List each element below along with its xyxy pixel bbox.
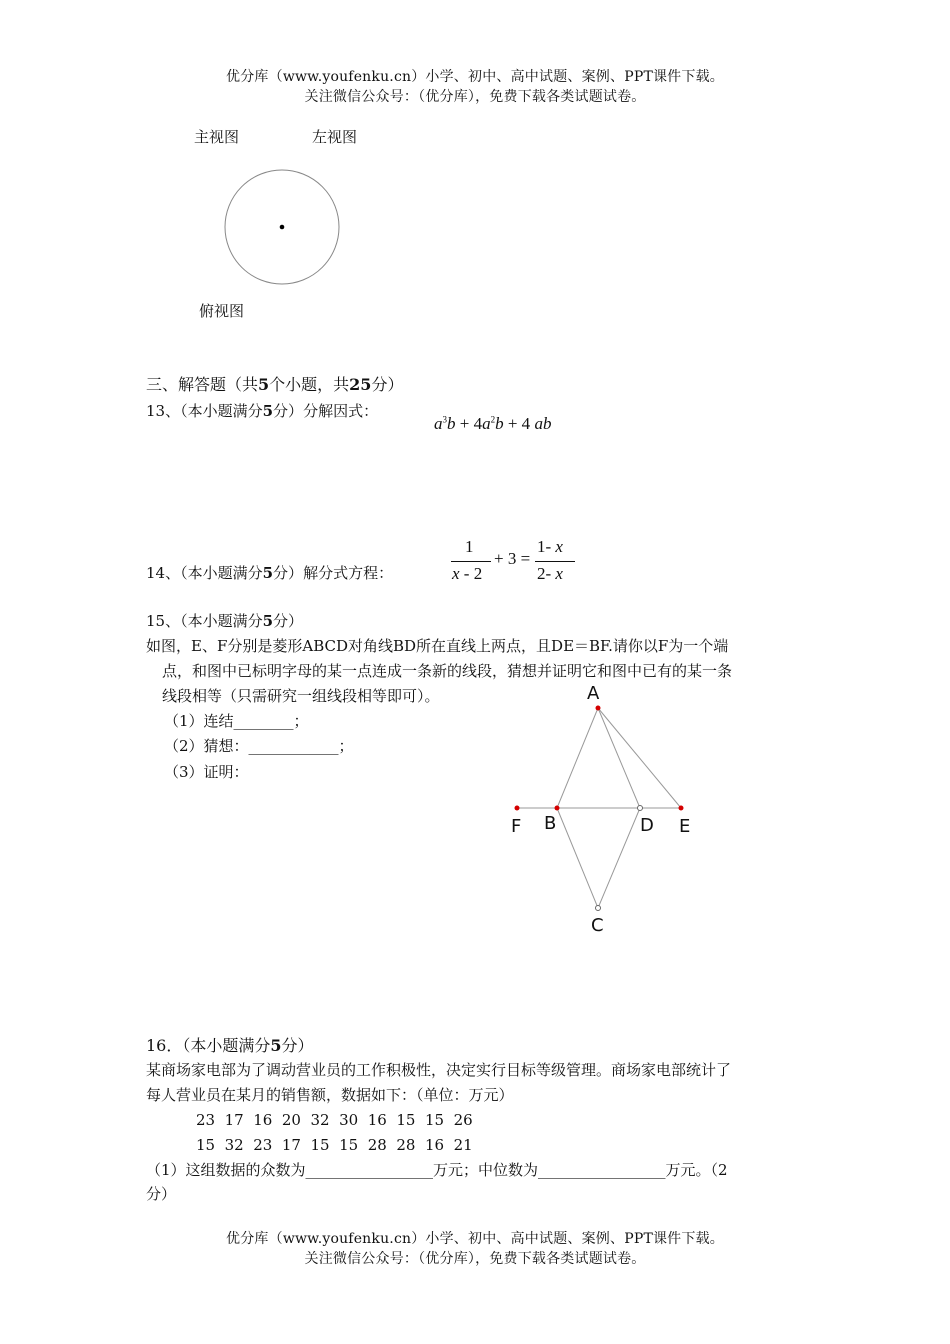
point-b bbox=[555, 806, 560, 811]
q16-score: 5 bbox=[270, 1036, 282, 1055]
label-f: F bbox=[511, 816, 522, 837]
q14-score: 5 bbox=[262, 564, 274, 582]
top-view-label: 俯视图 bbox=[199, 302, 245, 320]
section-title-a: 三、解答题（共 bbox=[146, 375, 259, 394]
q13-ab: ab bbox=[534, 414, 552, 433]
footer-line-2: 关注微信公众号：（优分库），免费下载各类试题试卷。 bbox=[304, 1251, 646, 1267]
q14-label-b: 分） bbox=[273, 564, 304, 582]
line-a-b bbox=[557, 708, 598, 808]
q13-exp1: 3 bbox=[442, 414, 447, 425]
line-d-c bbox=[598, 808, 640, 908]
q14-instruction: 解分式方程： bbox=[303, 564, 394, 582]
section-title-b: 个小题，共 bbox=[269, 375, 350, 394]
q13-b2: b bbox=[495, 414, 504, 433]
q13-exp2: 2 bbox=[490, 414, 496, 425]
section-points: 25 bbox=[349, 375, 372, 394]
q14-rhs-num-a: 1- bbox=[537, 537, 552, 556]
front-view-label: 主视图 bbox=[194, 128, 240, 146]
q15-text-line-1: 如图，E、F分别是菱形ABCD对角线BD所在直线上两点，且DE＝BF.请你以F为一个端 bbox=[146, 637, 729, 655]
q16-data-row-1: 23 17 16 20 32 30 16 15 15 26 bbox=[196, 1111, 473, 1129]
q13-number: 13、 bbox=[146, 402, 181, 420]
q14-lhs-den-x: x bbox=[452, 564, 460, 583]
q16-part-1: （1）这组数据的众数为_________________万元；中位数为_________________万元。（2 bbox=[146, 1161, 728, 1179]
q16-part-1-cont: 分） bbox=[146, 1185, 177, 1203]
q13-score: 5 bbox=[262, 402, 274, 420]
line-b-c bbox=[557, 808, 598, 908]
point-a bbox=[596, 706, 601, 711]
q15-part-1: （1）连结________； bbox=[164, 712, 309, 730]
q13-label-a: （本小题满分 bbox=[180, 402, 263, 420]
line-a-d bbox=[598, 708, 640, 808]
q13-instruction: 分解因式： bbox=[303, 402, 379, 420]
q14-middle: + 3 = bbox=[494, 549, 531, 568]
q14-number: 14、 bbox=[146, 564, 181, 582]
label-a: A bbox=[587, 683, 600, 704]
q16-label-a: （本小题满分 bbox=[182, 1036, 271, 1055]
footer-line-1: 优分库（www.youfenku.cn）小学、初中、高中试题、案例、PPT课件下载。 bbox=[226, 1231, 724, 1247]
q13-a2: a bbox=[482, 414, 491, 433]
q16-data-row-2: 15 32 23 17 15 15 28 28 16 21 bbox=[196, 1136, 473, 1154]
label-d: D bbox=[640, 815, 654, 836]
left-view-label: 左视图 bbox=[312, 128, 358, 146]
q14-label-a: （本小题满分 bbox=[180, 564, 263, 582]
label-b: B bbox=[544, 813, 557, 834]
section-title-c: 分） bbox=[371, 375, 404, 394]
q15-text-line-3: 线段相等（只需研究一组线段相等即可）。 bbox=[162, 687, 440, 705]
header-line-1: 优分库（www.youfenku.cn）小学、初中、高中试题、案例、PPT课件下载。 bbox=[226, 69, 724, 85]
point-d bbox=[638, 806, 643, 811]
q16-label-b: 分） bbox=[281, 1036, 314, 1055]
q13-label-b: 分） bbox=[273, 402, 304, 420]
q14-lhs-den-rest: - 2 bbox=[463, 564, 483, 583]
q14-lhs-numerator: 1 bbox=[465, 537, 474, 556]
q15-part-3: （3）证明： bbox=[164, 763, 249, 781]
q15-text-line-2: 点，和图中已标明字母的某一点连成一条新的线段，猜想并证明它和图中已有的某一条 bbox=[162, 662, 733, 680]
q15-score: 5 bbox=[262, 612, 274, 630]
q15-number: 15、 bbox=[146, 612, 181, 630]
q16-number: 16． bbox=[146, 1036, 183, 1055]
line-a-e bbox=[598, 708, 681, 808]
q13-a1: a bbox=[434, 414, 443, 433]
q14-rhs-den-x: x bbox=[555, 564, 563, 583]
q16-heading bbox=[146, 1034, 314, 1058]
q13-b1: b bbox=[447, 414, 456, 433]
q15-label-b: 分） bbox=[273, 612, 304, 630]
q16-text-line-1: 某商场家电部为了调动营业员的工作积极性，决定实行目标等级管理。商场家电部统计了 bbox=[146, 1061, 732, 1079]
point-f bbox=[515, 806, 520, 811]
q14-rhs-num-x: x bbox=[555, 537, 563, 556]
label-c: C bbox=[591, 915, 604, 936]
q13-plus2: + 4 bbox=[503, 414, 531, 433]
q14-rhs-den-a: 2- bbox=[537, 564, 552, 583]
point-e bbox=[679, 806, 684, 811]
q15-label-a: （本小题满分 bbox=[180, 612, 263, 630]
q15-part-2: （2）猜想：____________； bbox=[164, 737, 354, 755]
q16-text-line-2: 每人营业员在某月的销售额，数据如下：（单位：万元） bbox=[146, 1086, 514, 1104]
section-count: 5 bbox=[258, 375, 270, 394]
header-line-2: 关注微信公众号：（优分库），免费下载各类试题试卷。 bbox=[304, 89, 646, 105]
point-c bbox=[596, 906, 601, 911]
label-e: E bbox=[679, 816, 691, 837]
q13-plus1: + 4 bbox=[455, 414, 483, 433]
